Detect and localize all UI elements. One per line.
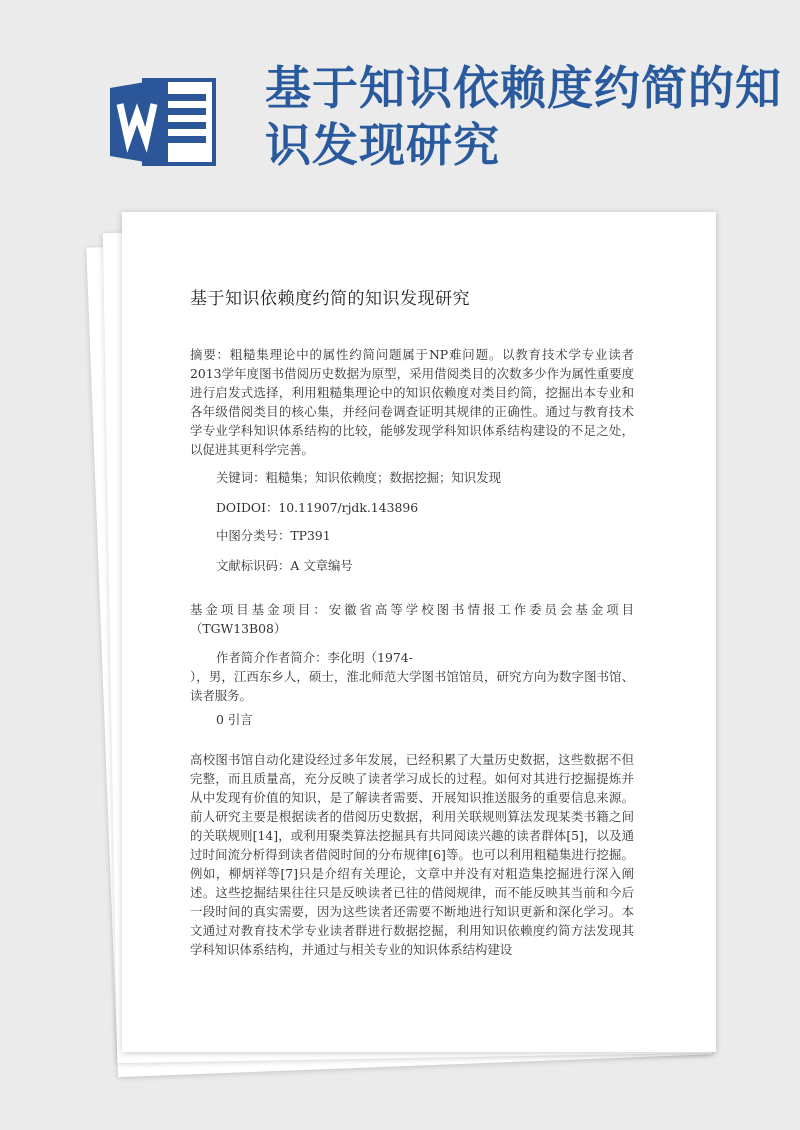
intro-paragraph: 高校图书馆自动化建设经过多年发展，已经积累了大量历史数据，这些数据不但完整，而且质量高，充分反映了读者学习成长的过程。如何对其进行挖掘提炼并从中发现有价值的知识，是了解读者需要、开展知识推送服务的重要信息来源。前人研究主要是根据读者的借阅历史数据，利用关联规则算法发现某类书籍之间的关联规则[14]，或利用聚类算法挖掘具有共同阅读兴趣的读者群体[5]，以及通过时间流分析得到读者借阅时间的分布规律[6]等。也可以利用粗糙集进行挖掘。例如，柳炳祥等[7]只是介绍有关理论，文章中并没有对粗造集挖掘进行深入阐述。这些挖掘结果往往只是反映读者已往的借阅规律，而不能反映其当前和今后一段时间的真实需要，因为这些读者还需要不断地进行知识更新和深化学习。本文通过对教育技术学专业读者群进行数据挖掘，利用知识依赖度约简方法发现其学科知识体系结构，并通过与相关专业的知识体系结构建设 (190, 752, 634, 957)
section-heading: 0 引言 (216, 712, 253, 727)
word-document-icon (108, 74, 218, 170)
keywords: 关键词：粗糙集；知识依赖度；数据挖掘；知识发现 (216, 470, 501, 485)
document-page (122, 212, 716, 1052)
doi: DOIDOI：10.11907/rjdk.143896 (216, 500, 419, 515)
document-code: 文献标识码：A 文章编号 (216, 558, 353, 573)
header-title: 基于知识依赖度约简的知识发现研究 (265, 61, 782, 172)
fund-info: 基金项目基金项目：安徽省高等学校图书情报工作委员会基金项目（TGW13B08） (190, 602, 634, 636)
abstract: 摘要：粗糙集理论中的属性约简问题属于NP难问题。以教育技术学专业读者2013学年度图书借阅历史数据为原型，采用借阅类目的次数多少作为属性重要度进行启发式选择，利用粗糙集理论中的知识依赖度对类目约简，挖掘出本专业和各年级借阅类目的核心集，并经问卷调查证明其规律的正确性。通过与教育技术学专业学科知识体系结构的比较，能够发现学科知识体系结构建设的不足之处，以促进其更科学完善。 (190, 347, 634, 457)
author-info (190, 648, 634, 705)
classification-number: 中图分类号：TP391 (216, 528, 331, 543)
author-lead: 作者简介作者简介：李化明（1974- (216, 650, 413, 665)
document-title: 基于知识依赖度约简的知识发现研究 (190, 289, 470, 309)
author-detail: ），男，江西东乡人，硕士，淮北师范大学图书馆馆员，研究方向为数字图书馆、读者服务。 (190, 669, 634, 703)
